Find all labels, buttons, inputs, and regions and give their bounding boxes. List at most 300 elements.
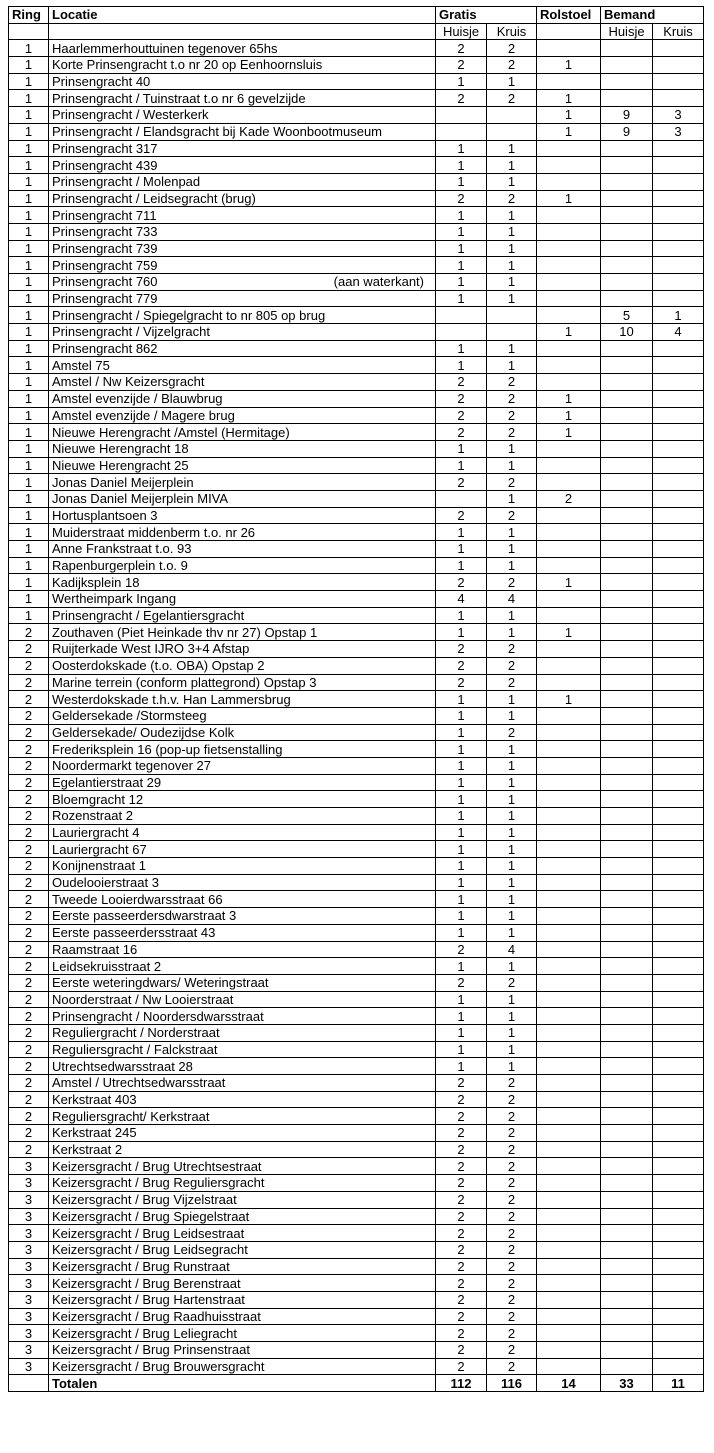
gratis-kruis-cell: [487, 307, 537, 324]
gratis-huisje-cell: 2: [436, 374, 487, 391]
bemand-kruis-cell: [653, 490, 704, 507]
bemand-kruis-cell: [653, 90, 704, 107]
rolstoel-cell: [537, 257, 601, 274]
ring-cell: 2: [9, 641, 49, 658]
ring-cell: 1: [9, 591, 49, 608]
location-cell: Keizersgracht / Brug Leidsestraat: [49, 1225, 436, 1242]
bemand-kruis-cell: [653, 674, 704, 691]
bemand-huisje-cell: [601, 607, 653, 624]
gratis-kruis-cell: 2: [487, 507, 537, 524]
bemand-kruis-cell: [653, 40, 704, 57]
ring-cell: 1: [9, 390, 49, 407]
subheader-bemand-kruis: Kruis: [653, 23, 704, 40]
bemand-kruis-cell: [653, 941, 704, 958]
gratis-kruis-cell: 2: [487, 1275, 537, 1292]
gratis-huisje-cell: 1: [436, 290, 487, 307]
bemand-kruis-cell: [653, 1041, 704, 1058]
gratis-kruis-cell: 1: [487, 808, 537, 825]
table-row: [9, 808, 704, 825]
gratis-huisje-cell: 1: [436, 808, 487, 825]
rolstoel-cell: [537, 173, 601, 190]
rolstoel-cell: [537, 774, 601, 791]
table-row: [9, 1358, 704, 1375]
ring-cell: 1: [9, 223, 49, 240]
table-row: [9, 1075, 704, 1092]
rolstoel-cell: [537, 1291, 601, 1308]
ring-cell: 3: [9, 1175, 49, 1192]
gratis-kruis-cell: 2: [487, 1125, 537, 1142]
rolstoel-cell: [537, 557, 601, 574]
location-cell: Eerste passeerdersstraat 43: [49, 924, 436, 941]
gratis-kruis-cell: 1: [487, 1041, 537, 1058]
bemand-kruis-cell: [653, 1241, 704, 1258]
location-cell: Jonas Daniel Meijerplein MIVA: [49, 490, 436, 507]
rolstoel-cell: [537, 1225, 601, 1242]
bemand-huisje-cell: [601, 774, 653, 791]
bemand-huisje-cell: [601, 674, 653, 691]
location-cell: Korte Prinsengracht t.o nr 20 op Eenhoornsluis: [49, 57, 436, 74]
gratis-huisje-cell: 1: [436, 757, 487, 774]
bemand-kruis-cell: [653, 1342, 704, 1359]
table-row: [9, 90, 704, 107]
gratis-kruis-cell: 1: [487, 140, 537, 157]
ring-cell: 1: [9, 307, 49, 324]
gratis-huisje-cell: 1: [436, 157, 487, 174]
ring-cell: 1: [9, 207, 49, 224]
rolstoel-cell: [537, 724, 601, 741]
subheader-empty: [49, 23, 436, 40]
rolstoel-cell: 1: [537, 624, 601, 641]
gratis-huisje-cell: 1: [436, 73, 487, 90]
table-row: [9, 757, 704, 774]
bemand-kruis-cell: [653, 1325, 704, 1342]
gratis-kruis-cell: 2: [487, 1291, 537, 1308]
rolstoel-cell: [537, 457, 601, 474]
bemand-huisje-cell: [601, 340, 653, 357]
bemand-huisje-cell: [601, 574, 653, 591]
subheader-empty: [9, 23, 49, 40]
bemand-kruis-cell: [653, 1275, 704, 1292]
location-name: Prinsengracht 760: [52, 274, 158, 290]
rolstoel-cell: [537, 357, 601, 374]
bemand-huisje-cell: [601, 841, 653, 858]
ring-cell: 3: [9, 1325, 49, 1342]
ring-cell: 1: [9, 440, 49, 457]
gratis-huisje-cell: 2: [436, 1308, 487, 1325]
location-cell: Ruijterkade West IJRO 3+4 Afstap: [49, 641, 436, 658]
gratis-huisje-cell: 1: [436, 457, 487, 474]
ring-cell: 1: [9, 73, 49, 90]
gratis-huisje-cell: 2: [436, 424, 487, 441]
ring-cell: 2: [9, 824, 49, 841]
rolstoel-cell: 1: [537, 190, 601, 207]
ring-cell: 1: [9, 490, 49, 507]
header-gratis: Gratis: [436, 7, 537, 24]
ring-cell: 1: [9, 424, 49, 441]
bemand-huisje-cell: [601, 707, 653, 724]
gratis-huisje-cell: 1: [436, 173, 487, 190]
gratis-kruis-cell: 1: [487, 490, 537, 507]
bemand-huisje-cell: [601, 891, 653, 908]
location-cell: Oudelooierstraat 3: [49, 874, 436, 891]
gratis-huisje-cell: 2: [436, 407, 487, 424]
ring-cell: 1: [9, 173, 49, 190]
location-cell: Prinsengracht / Spiegelgracht to nr 805 op brug: [49, 307, 436, 324]
table-row: [9, 891, 704, 908]
location-cell: Keizersgracht / Brug Leidsegracht: [49, 1241, 436, 1258]
bemand-kruis-cell: [653, 908, 704, 925]
gratis-huisje-cell: 1: [436, 1058, 487, 1075]
bemand-huisje-cell: [601, 140, 653, 157]
bemand-kruis-cell: [653, 924, 704, 941]
gratis-kruis-cell: 1: [487, 791, 537, 808]
bemand-huisje-cell: [601, 808, 653, 825]
bemand-huisje-cell: [601, 958, 653, 975]
table-row: [9, 908, 704, 925]
bemand-kruis-cell: [653, 457, 704, 474]
bemand-huisje-cell: [601, 1091, 653, 1108]
rolstoel-cell: 1: [537, 691, 601, 708]
rolstoel-cell: [537, 1241, 601, 1258]
bemand-kruis-cell: [653, 290, 704, 307]
ring-cell: 2: [9, 741, 49, 758]
rolstoel-cell: [537, 757, 601, 774]
location-cell: Prinsengracht 779: [49, 290, 436, 307]
gratis-huisje-cell: 2: [436, 1125, 487, 1142]
location-cell: Keizersgracht / Brug Leliegracht: [49, 1325, 436, 1342]
gratis-kruis-cell: 1: [487, 157, 537, 174]
gratis-huisje-cell: [436, 123, 487, 140]
gratis-huisje-cell: 1: [436, 874, 487, 891]
table-row: [9, 1258, 704, 1275]
gratis-kruis-cell: 1: [487, 1058, 537, 1075]
bemand-kruis-cell: [653, 1058, 704, 1075]
gratis-kruis-cell: 1: [487, 257, 537, 274]
rolstoel-cell: 1: [537, 390, 601, 407]
gratis-huisje-cell: 1: [436, 791, 487, 808]
bemand-huisje-cell: [601, 624, 653, 641]
gratis-huisje-cell: [436, 324, 487, 341]
bemand-huisje-cell: [601, 591, 653, 608]
bemand-kruis-cell: [653, 1024, 704, 1041]
bemand-huisje-cell: [601, 1275, 653, 1292]
gratis-huisje-cell: 1: [436, 724, 487, 741]
ring-cell: 3: [9, 1258, 49, 1275]
table-row: [9, 691, 704, 708]
rolstoel-cell: 1: [537, 90, 601, 107]
gratis-kruis-cell: 2: [487, 1158, 537, 1175]
ring-cell: 2: [9, 1075, 49, 1092]
ring-cell: 3: [9, 1208, 49, 1225]
totals-label: Totalen: [49, 1375, 436, 1392]
bemand-huisje-cell: [601, 1175, 653, 1192]
ring-cell: 1: [9, 557, 49, 574]
total-gratis-huisje: 112: [436, 1375, 487, 1392]
table-row: [9, 624, 704, 641]
table-row: [9, 657, 704, 674]
rolstoel-cell: [537, 858, 601, 875]
totals-empty-cell: [9, 1375, 49, 1392]
gratis-kruis-cell: 2: [487, 724, 537, 741]
ring-cell: 1: [9, 340, 49, 357]
bemand-huisje-cell: [601, 908, 653, 925]
gratis-huisje-cell: 2: [436, 1241, 487, 1258]
ring-cell: 1: [9, 123, 49, 140]
bemand-kruis-cell: [653, 557, 704, 574]
rolstoel-cell: [537, 240, 601, 257]
table-row: [9, 858, 704, 875]
gratis-kruis-cell: 4: [487, 941, 537, 958]
location-cell: Prinsengracht 40: [49, 73, 436, 90]
gratis-huisje-cell: 2: [436, 90, 487, 107]
gratis-huisje-cell: 2: [436, 1342, 487, 1359]
table-row: [9, 240, 704, 257]
table-row: [9, 140, 704, 157]
rolstoel-cell: [537, 1158, 601, 1175]
table-row: [9, 1308, 704, 1325]
rolstoel-cell: [537, 1342, 601, 1359]
location-cell: Leidsekruisstraat 2: [49, 958, 436, 975]
gratis-huisje-cell: 1: [436, 557, 487, 574]
location-cell: Amstel 75: [49, 357, 436, 374]
location-cell: Prinsengracht / Westerkerk: [49, 107, 436, 124]
bemand-kruis-cell: [653, 1108, 704, 1125]
total-bemand-huisje: 33: [601, 1375, 653, 1392]
table-row: [9, 1141, 704, 1158]
ring-cell: 2: [9, 808, 49, 825]
location-cell: Geldersekade /Stormsteeg: [49, 707, 436, 724]
rolstoel-cell: [537, 307, 601, 324]
gratis-kruis-cell: [487, 107, 537, 124]
gratis-huisje-cell: 1: [436, 1024, 487, 1041]
table-row: [9, 707, 704, 724]
table-row: [9, 1291, 704, 1308]
gratis-kruis-cell: 1: [487, 1024, 537, 1041]
rolstoel-cell: [537, 374, 601, 391]
gratis-huisje-cell: 1: [436, 541, 487, 558]
location-cell: Keizersgracht / Brug Brouwersgracht: [49, 1358, 436, 1375]
gratis-kruis-cell: 1: [487, 841, 537, 858]
bemand-huisje-cell: [601, 457, 653, 474]
gratis-kruis-cell: 1: [487, 357, 537, 374]
ring-cell: 1: [9, 274, 49, 291]
ring-cell: 2: [9, 874, 49, 891]
bemand-huisje-cell: [601, 390, 653, 407]
bemand-kruis-cell: [653, 1158, 704, 1175]
location-cell: Frederiksplein 16 (pop-up fietsenstalling: [49, 741, 436, 758]
gratis-kruis-cell: 1: [487, 440, 537, 457]
bemand-huisje-cell: [601, 240, 653, 257]
gratis-huisje-cell: 1: [436, 908, 487, 925]
gratis-kruis-cell: 2: [487, 1141, 537, 1158]
bemand-huisje-cell: [601, 290, 653, 307]
header-row: [9, 7, 704, 24]
gratis-huisje-cell: 1: [436, 741, 487, 758]
bemand-huisje-cell: [601, 190, 653, 207]
gratis-huisje-cell: 2: [436, 57, 487, 74]
gratis-huisje-cell: [436, 307, 487, 324]
location-cell: Tweede Looierdwarsstraat 66: [49, 891, 436, 908]
gratis-kruis-cell: 1: [487, 240, 537, 257]
bemand-huisje-cell: [601, 541, 653, 558]
rolstoel-cell: 1: [537, 324, 601, 341]
bemand-huisje-cell: [601, 507, 653, 524]
bemand-huisje-cell: [601, 374, 653, 391]
rolstoel-cell: [537, 524, 601, 541]
bemand-kruis-cell: [653, 340, 704, 357]
gratis-huisje-cell: 1: [436, 624, 487, 641]
rolstoel-cell: [537, 1058, 601, 1075]
gratis-kruis-cell: 2: [487, 974, 537, 991]
ring-cell: 1: [9, 40, 49, 57]
gratis-huisje-cell: 1: [436, 1041, 487, 1058]
rolstoel-cell: [537, 1258, 601, 1275]
bemand-kruis-cell: [653, 474, 704, 491]
location-cell: Keizersgracht / Brug Runstraat: [49, 1258, 436, 1275]
location-cell: Reguliersgracht / Falckstraat: [49, 1041, 436, 1058]
ring-cell: 1: [9, 541, 49, 558]
gratis-kruis-cell: 1: [487, 173, 537, 190]
table-row: [9, 1041, 704, 1058]
totals-row: [9, 1375, 704, 1392]
gratis-kruis-cell: 1: [487, 858, 537, 875]
bemand-huisje-cell: 5: [601, 307, 653, 324]
rolstoel-cell: 1: [537, 107, 601, 124]
bemand-huisje-cell: [601, 407, 653, 424]
gratis-kruis-cell: 1: [487, 207, 537, 224]
bemand-huisje-cell: [601, 1075, 653, 1092]
gratis-kruis-cell: 2: [487, 641, 537, 658]
bemand-kruis-cell: 3: [653, 123, 704, 140]
gratis-huisje-cell: 1: [436, 858, 487, 875]
gratis-kruis-cell: 2: [487, 1325, 537, 1342]
rolstoel-cell: [537, 1308, 601, 1325]
gratis-huisje-cell: 2: [436, 190, 487, 207]
bemand-huisje-cell: [601, 1024, 653, 1041]
table-row: [9, 1342, 704, 1359]
gratis-huisje-cell: [436, 107, 487, 124]
ring-cell: 2: [9, 941, 49, 958]
bemand-huisje-cell: [601, 1008, 653, 1025]
bemand-kruis-cell: [653, 574, 704, 591]
table-row: [9, 57, 704, 74]
rolstoel-cell: [537, 941, 601, 958]
table-row: [9, 1241, 704, 1258]
table-row: [9, 190, 704, 207]
location-cell: Kadijksplein 18: [49, 574, 436, 591]
gratis-kruis-cell: [487, 123, 537, 140]
location-cell: Oosterdokskade (t.o. OBA) Opstap 2: [49, 657, 436, 674]
gratis-kruis-cell: 2: [487, 1342, 537, 1359]
gratis-huisje-cell: 2: [436, 941, 487, 958]
rolstoel-cell: [537, 1325, 601, 1342]
ring-cell: 2: [9, 791, 49, 808]
location-cell: Egelantierstraat 29: [49, 774, 436, 791]
location-cell: Prinsengracht 759: [49, 257, 436, 274]
bemand-kruis-cell: 4: [653, 324, 704, 341]
rolstoel-cell: [537, 924, 601, 941]
gratis-huisje-cell: 1: [436, 607, 487, 624]
gratis-huisje-cell: 2: [436, 574, 487, 591]
rolstoel-cell: [537, 908, 601, 925]
bemand-kruis-cell: [653, 507, 704, 524]
bemand-huisje-cell: [601, 57, 653, 74]
rolstoel-cell: [537, 1041, 601, 1058]
ring-cell: 3: [9, 1158, 49, 1175]
bemand-kruis-cell: [653, 140, 704, 157]
table-row: [9, 741, 704, 758]
bemand-huisje-cell: [601, 257, 653, 274]
ring-cell: 2: [9, 991, 49, 1008]
rolstoel-cell: 1: [537, 424, 601, 441]
header-rolstoel: Rolstoel: [537, 7, 601, 24]
location-cell: Zouthaven (Piet Heinkade thv nr 27) Opstap 1: [49, 624, 436, 641]
gratis-kruis-cell: 1: [487, 340, 537, 357]
bemand-kruis-cell: [653, 357, 704, 374]
bemand-kruis-cell: [653, 257, 704, 274]
table-row: [9, 157, 704, 174]
table-row: [9, 1191, 704, 1208]
table-row: [9, 958, 704, 975]
gratis-huisje-cell: 1: [436, 140, 487, 157]
bemand-kruis-cell: [653, 407, 704, 424]
location-cell: Keizersgracht / Brug Prinsenstraat: [49, 1342, 436, 1359]
table-row: [9, 40, 704, 57]
ring-cell: 3: [9, 1358, 49, 1375]
ring-cell: 2: [9, 841, 49, 858]
location-cell: Nieuwe Herengracht /Amstel (Hermitage): [49, 424, 436, 441]
bemand-kruis-cell: [653, 541, 704, 558]
bemand-kruis-cell: [653, 891, 704, 908]
location-note: (aan waterkant): [333, 274, 424, 290]
ring-cell: 2: [9, 858, 49, 875]
rolstoel-cell: [537, 641, 601, 658]
bemand-kruis-cell: [653, 657, 704, 674]
bemand-kruis-cell: [653, 958, 704, 975]
gratis-huisje-cell: 2: [436, 1275, 487, 1292]
table-row: [9, 357, 704, 374]
ring-cell: 2: [9, 674, 49, 691]
bemand-kruis-cell: [653, 440, 704, 457]
location-cell: Amstel / Utrechtsedwarsstraat: [49, 1075, 436, 1092]
rolstoel-cell: [537, 891, 601, 908]
table-row: [9, 1275, 704, 1292]
location-cell: Haarlemmerhouttuinen tegenover 65hs: [49, 40, 436, 57]
table-row: [9, 324, 704, 341]
gratis-kruis-cell: 2: [487, 90, 537, 107]
bemand-huisje-cell: [601, 1325, 653, 1342]
rolstoel-cell: [537, 1108, 601, 1125]
bemand-kruis-cell: [653, 824, 704, 841]
location-cell: Marine terrein (conform plattegrond) Opstap 3: [49, 674, 436, 691]
gratis-kruis-cell: 1: [487, 1008, 537, 1025]
bemand-huisje-cell: 9: [601, 107, 653, 124]
ring-cell: 1: [9, 524, 49, 541]
rolstoel-cell: [537, 674, 601, 691]
rolstoel-cell: [537, 958, 601, 975]
bemand-huisje-cell: [601, 207, 653, 224]
bemand-huisje-cell: [601, 941, 653, 958]
rolstoel-cell: [537, 591, 601, 608]
gratis-kruis-cell: 2: [487, 40, 537, 57]
bemand-huisje-cell: [601, 1141, 653, 1158]
bemand-huisje-cell: [601, 858, 653, 875]
table-row: [9, 123, 704, 140]
subheader-gratis-huisje: Huisje: [436, 23, 487, 40]
bemand-huisje-cell: [601, 1308, 653, 1325]
table-row: [9, 290, 704, 307]
location-cell: Keizersgracht / Brug Utrechtsestraat: [49, 1158, 436, 1175]
